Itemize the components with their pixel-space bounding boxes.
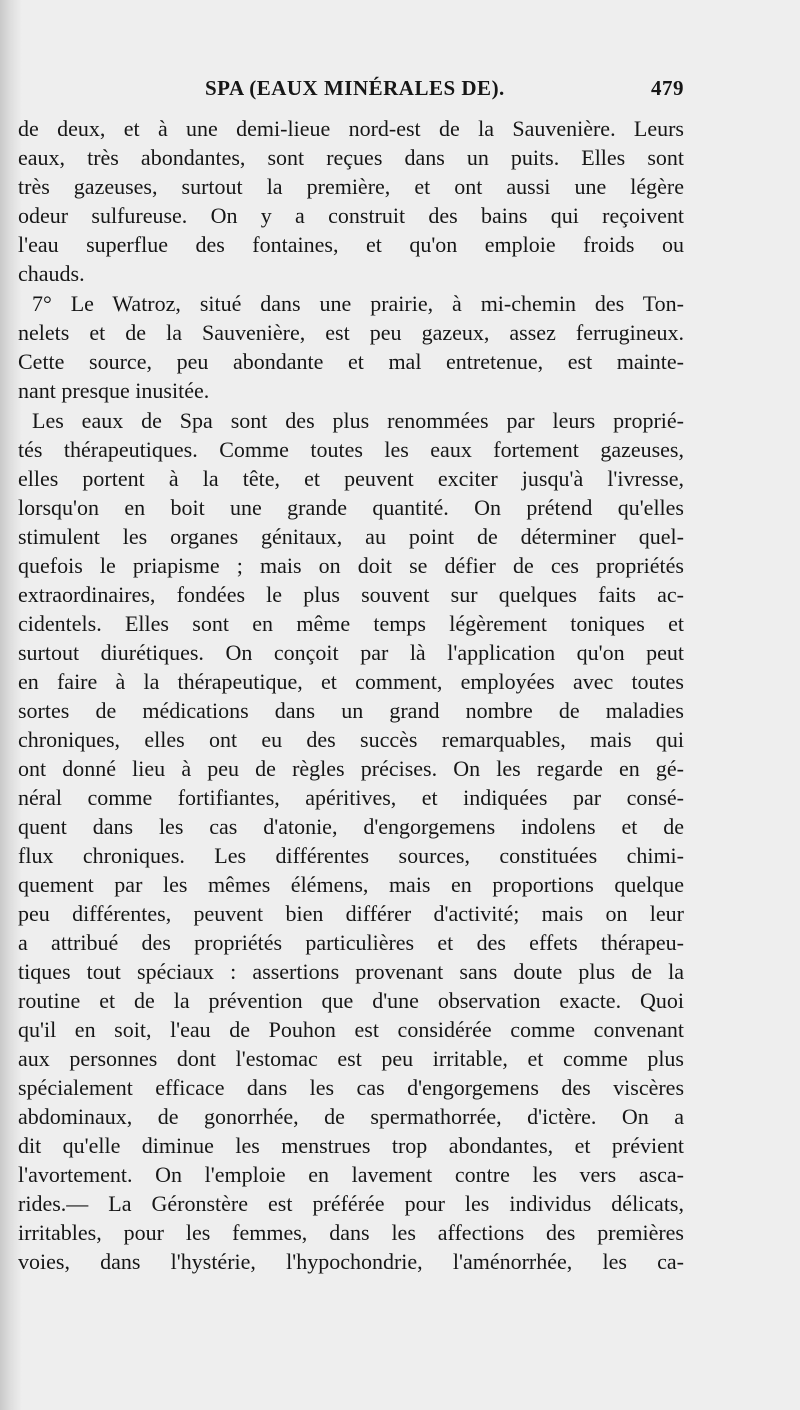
text-line: qu'il en soit, l'eau de Pouhon est considérée comme convenant (18, 1017, 684, 1042)
text-line: spécialement efficace dans les cas d'engorgemens des viscères (18, 1075, 684, 1100)
text-line: eaux, très abondantes, sont reçues dans un puits. Elles sont (18, 145, 684, 170)
text-line: chroniques, elles ont eu des succès remarquables, mais qui (18, 727, 684, 752)
text-line: néral comme fortifiantes, apéritives, et indiquées par consé- (18, 785, 684, 810)
running-head (0, 76, 700, 106)
text-line: flux chroniques. Les différentes sources, constituées chimi- (18, 843, 684, 868)
text-line: voies, dans l'hystérie, l'hypochondrie, l'aménorrhée, les ca- (18, 1249, 684, 1274)
text-line: stimulent les organes génitaux, au point de déterminer quel- (18, 524, 684, 549)
text-line: routine et de la prévention que d'une observation exacte. Quoi (18, 988, 684, 1013)
text-line: l'eau superflue des fontaines, et qu'on emploie froids ou (18, 232, 684, 257)
text-line: quefois le priapisme ; mais on doit se défier de ces propriétés (18, 553, 684, 578)
text-line: lorsqu'on en boit une grande quantité. On prétend qu'elles (18, 495, 684, 520)
text-line: tés thérapeutiques. Comme toutes les eaux fortement gazeuses, (18, 437, 684, 462)
text-line: Cette source, peu abondante et mal entretenue, est mainte- (18, 349, 684, 374)
text-line: l'avortement. On l'emploie en lavement contre les vers asca- (18, 1162, 684, 1187)
running-head-title: SPA (EAUX MINÉRALES DE). (205, 76, 505, 100)
text-line: cidentels. Elles sont en même temps légèrement toniques et (18, 611, 684, 636)
text-line: rides.— La Géronstère est préférée pour les individus délicats, (18, 1191, 684, 1216)
text-line: elles portent à la tête, et peuvent exciter jusqu'à l'ivresse, (18, 466, 684, 491)
text-line: ont donné lieu à peu de règles précises. On les regarde en gé- (18, 756, 684, 781)
text-line: aux personnes dont l'estomac est peu irritable, et comme plus (18, 1046, 684, 1071)
page-number: 479 (651, 76, 684, 100)
text-line: de deux, et à une demi-lieue nord-est de la Sauvenière. Leurs (18, 116, 684, 141)
text-line: quement par les mêmes élémens, mais en proportions quelque (18, 872, 684, 897)
text-line: 7° Le Watroz, situé dans une prairie, à mi-chemin des Ton- (32, 291, 684, 316)
text-line: irritables, pour les femmes, dans les affections des premières (18, 1220, 684, 1245)
body-text (18, 114, 684, 1276)
text-line: a attribué des propriétés particulières et des effets thérapeu- (18, 930, 684, 955)
text-line: quent dans les cas d'atonie, d'engorgemens indolens et de (18, 814, 684, 839)
text-line: en faire à la thérapeutique, et comment, employées avec toutes (18, 669, 684, 694)
text-line: très gazeuses, surtout la première, et ont aussi une légère (18, 174, 684, 199)
text-line: tiques tout spéciaux : assertions provenant sans doute plus de la (18, 959, 684, 984)
text-line: abdominaux, de gonorrhée, de spermathorrée, d'ictère. On a (18, 1104, 684, 1129)
text-line: dit qu'elle diminue les menstrues trop abondantes, et prévient (18, 1133, 684, 1158)
text-line: nelets et de la Sauvenière, est peu gazeux, assez ferrugineux. (18, 320, 684, 345)
text-line: sortes de médications dans un grand nombre de maladies (18, 698, 684, 723)
text-line: odeur sulfureuse. On y a construit des bains qui reçoivent (18, 203, 684, 228)
text-line: peu différentes, peuvent bien différer d'activité; mais on leur (18, 901, 684, 926)
text-line: chauds. (18, 261, 85, 286)
text-line: surtout diurétiques. On conçoit par là l'application qu'on peut (18, 640, 684, 665)
text-line: Les eaux de Spa sont des plus renommées par leurs proprié- (32, 408, 684, 433)
text-line: nant presque inusitée. (18, 378, 210, 403)
text-line: extraordinaires, fondées le plus souvent sur quelques faits ac- (18, 582, 684, 607)
